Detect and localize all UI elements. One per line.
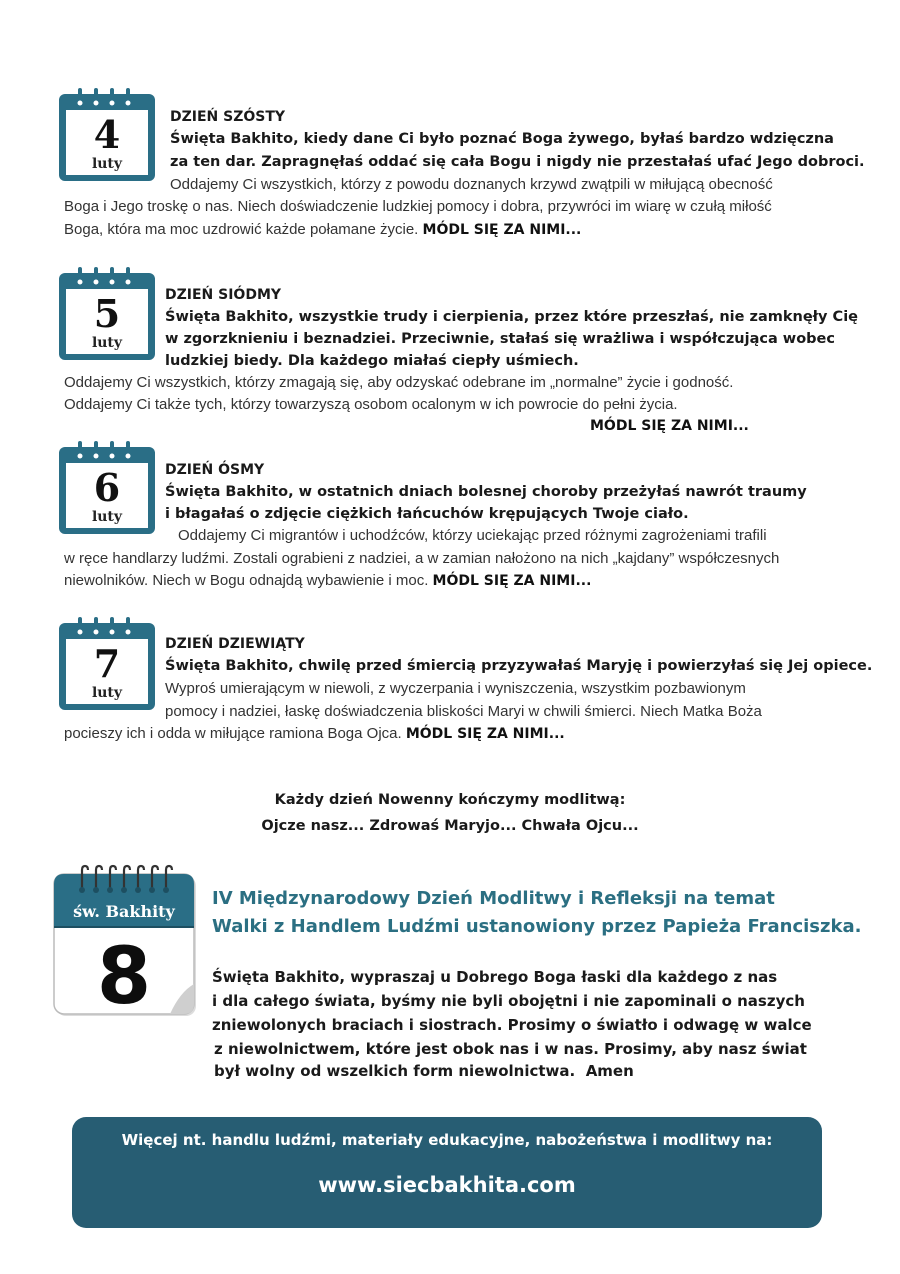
calendar-day-number: 4 [93, 112, 121, 157]
day-heading: DZIEŃ DZIEWIĄTY [165, 636, 305, 652]
calendar-month: luty [91, 685, 123, 701]
amen-text: Amen [585, 1062, 634, 1080]
footer-text: Więcej nt. handlu ludźmi, materiały edukacyjne, nabożeństwa i modlitwy na: [121, 1131, 773, 1149]
feast-heading-line: Walki z Handlem Ludźmi ustanowiony przez Papieża Franciszka. [212, 916, 862, 937]
calendar-day-number: 5 [93, 291, 121, 336]
day-text-line [64, 570, 591, 592]
day-text-end: pocieszy ich i odda w miłujące ramiona Boga Ojca. [64, 725, 402, 742]
calendar-month: luty [91, 335, 123, 351]
calendar-month: luty [91, 156, 123, 172]
feast-prayer-line: Święta Bakhito, wypraszaj u Dobrego Boga łaski dla każdego z nas [212, 968, 778, 986]
day-text-line: Oddajemy Ci wszystkich, którzy zmagają się, aby odzyskać odebrane im „normalne” życie i godność. [64, 374, 734, 391]
feast-prayer-line: zniewolonych braciach i siostrach. Prosimy o światło i odwagę w walce [212, 1016, 812, 1034]
calendar-icon [58, 88, 156, 182]
footer-banner [72, 1117, 822, 1228]
day-heading: DZIEŃ ÓSMY [165, 462, 265, 478]
day-text-line: pomocy i nadziei, łaskę doświadczenia bliskości Maryi w chwili śmierci. Niech Matka Boża [165, 703, 762, 720]
day-text-end: niewolników. Niech w Bogu odnajdą wybawienie i moc. [64, 572, 429, 589]
feast-calendar-title: św. Bakhity [73, 902, 175, 921]
day-bold-line: ludzkiej biedy. Dla każdego miałaś ciepły uśmiech. [165, 353, 579, 369]
feast-calendar-icon [52, 864, 202, 1020]
day-text-line [64, 723, 565, 745]
pray-for-them: MÓDL SIĘ ZA NIMI... [405, 726, 565, 742]
footer-link[interactable]: www.siecbakhita.com [318, 1173, 576, 1197]
day-text-end: Boga, która ma moc uzdrowić każde połamane życie. [64, 221, 419, 238]
calendar-month: luty [91, 509, 123, 525]
day-text-line: Oddajemy Ci wszystkich, którzy z powodu doznanych krzywd zwątpili w miłującą obecność [170, 176, 773, 193]
day-text-line: Oddajemy Ci także tych, którzy towarzyszą osobom ocalonym w ich powrocie do pełni życia. [64, 396, 678, 413]
day-bold-line: w zgorzknieniu i beznadziei. Przeciwnie, stałaś się wrażliwa i współczująca wobec [165, 331, 835, 347]
day-bold-line: i błagałaś o zdjęcie ciężkich łańcuchów krępujących Twoje ciało. [165, 506, 689, 522]
pray-for-them: MÓDL SIĘ ZA NIMI... [432, 573, 592, 589]
calendar-day-number: 6 [93, 465, 121, 510]
day-text-line: Boga i Jego troskę o nas. Niech doświadczenie ludzkiej pomocy i dobra, przywróci im wiarę w czułą miłość [64, 198, 772, 215]
feast-calendar-number: 8 [96, 932, 152, 1022]
feast-prayer-line: i dla całego świata, byśmy nie byli obojętni i nie zapominali o naszych [212, 992, 805, 1010]
day-text-line: Wyproś umierającym w niewoli, z wyczerpania i wyniszczenia, wszystkim pozbawionym [165, 680, 746, 697]
day-text-line: w ręce handlarzy ludźmi. Zostali ograbieni z nadziei, a w zamian nałożono na nich „kajdany” współczesnych [64, 550, 780, 567]
day-bold-line: Święta Bakhito, kiedy dane Ci było poznać Boga żywego, byłaś bardzo wdzięczna [170, 131, 834, 147]
closing-line: Każdy dzień Nowenny kończymy modlitwą: [274, 792, 626, 808]
day-heading: DZIEŃ SZÓSTY [170, 109, 286, 125]
day-text-line: Oddajemy Ci migrantów i uchodźców, którzy uciekając przed różnymi zagrożeniami trafili [178, 527, 767, 544]
day-bold-line: Święta Bakhito, w ostatnich dniach bolesnej choroby przeżyłaś nawrót traumy [165, 484, 807, 500]
calendar-icon [58, 617, 156, 711]
pray-for-them: MÓDL SIĘ ZA NIMI... [422, 222, 582, 238]
calendar-icon [58, 441, 156, 535]
day-bold-line: za ten dar. Zapragnęłaś oddać się cała Bogu i nigdy nie przestałaś ufać Jego dobroci. [170, 154, 865, 170]
feast-prayer-line [214, 1062, 634, 1080]
calendar-day-number: 7 [93, 641, 121, 686]
day-bold-line: Święta Bakhito, chwilę przed śmiercią przyzywałaś Maryję i powierzyłaś się Jej opiece. [165, 658, 873, 674]
feast-prayer-end: był wolny od wszelkich form niewolnictwa. [214, 1062, 576, 1080]
day-bold-line: Święta Bakhito, wszystkie trudy i cierpienia, przez które przeszłaś, nie zamknęły Cię [165, 309, 858, 325]
calendar-icon [58, 267, 156, 361]
day-heading: DZIEŃ SIÓDMY [165, 287, 282, 303]
day-text-line [64, 219, 581, 241]
closing-prayers: Ojcze nasz... Zdrowaś Maryjo... Chwała Ojcu... [261, 818, 639, 834]
feast-prayer-line: z niewolnictwem, które jest obok nas i w nas. Prosimy, aby nasz świat [214, 1040, 807, 1058]
pray-for-them: MÓDL SIĘ ZA NIMI... [590, 418, 749, 434]
feast-heading-line: IV Międzynarodowy Dzień Modlitwy i Refleksji na temat [212, 888, 775, 909]
